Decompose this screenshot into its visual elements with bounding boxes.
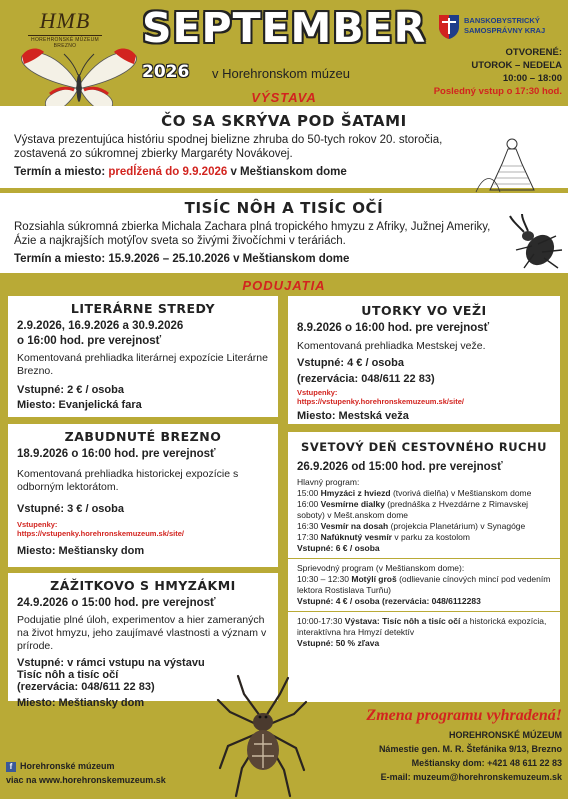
event-world-tourism-day xyxy=(288,432,560,702)
exhibition-description: Výstava prezentujúca históriu spodnej bielizne zhruba do 50-tych rokov 20. storočia, zostavená zo súkromnej zbierky Margaréty Novákovej. xyxy=(14,134,443,160)
museum-email[interactable]: E-mail: muzeum@horehronskemuzeum.sk xyxy=(380,772,562,782)
exhibition-term: Termín a miesto: 15.9.2026 – 25.10.2026 v Meštianskom dome xyxy=(14,253,350,265)
logo-monogram: HMB xyxy=(39,8,91,33)
event-reservation: (rezervácia: 048/611 22 83) xyxy=(297,373,435,385)
hours-last-entry: Posledný vstup o 17:30 hod. xyxy=(433,86,562,97)
section-label-events: PODUJATIA xyxy=(242,278,326,293)
region-name-line1: BANSKOBYSTRICKÝ xyxy=(464,16,540,25)
exhibition-term-date: predĺžená do 9.9.2026 xyxy=(108,166,228,178)
museum-name: HOREHRONSKÉ MÚZEUM xyxy=(448,730,562,740)
event-description: Komentovaná prehliadka Mestskej veže. xyxy=(297,340,486,352)
event-title: SVETOVÝ DEŇ CESTOVNÉHO RUCHU xyxy=(301,440,547,454)
tickets-link[interactable]: https://vstupenky.horehronskemuzeum.sk/site/ xyxy=(297,397,464,406)
page-year: 2026 xyxy=(142,62,190,82)
event-fee: Vstupné: v rámci vstupu na výstavu xyxy=(17,657,205,669)
event-place: Miesto: Meštiansky dom xyxy=(17,697,145,709)
event-fee: Vstupné: 6 € / osoba xyxy=(297,543,380,553)
region-crest-icon xyxy=(438,14,460,40)
event-place: Miesto: Mestská veža xyxy=(297,410,409,422)
event-description: Komentovaná prehliadka historickej expozície s odborným lektorátom. xyxy=(17,468,239,493)
exhibition-title: TISÍC NÔH A TISÍC OČÍ xyxy=(184,199,384,217)
event-forgotten-brezno xyxy=(8,424,278,567)
divider xyxy=(288,558,560,559)
hours-label: OTVORENÉ: xyxy=(505,47,562,58)
program-item: 16:30 Vesmír na dosah (projekcia Planetárium) v Synagóge xyxy=(297,521,526,531)
tickets-link[interactable]: https://vstupenky.horehronskemuzeum.sk/site/ xyxy=(17,529,184,538)
event-time: o 16:00 hod. pre verejnosť xyxy=(17,335,162,347)
side-program-fee: Vstupné: 4 € / osoba (rezervácia: 048/6112283 xyxy=(297,596,481,606)
exhibition-description: Rozsiahla súkromná zbierka Michala Zachara plná tropického hmyzu z Afriky, Južnej Ameriky, Ázie a najkrajších motýľov sveta so živými živočíchmi v teráriách. xyxy=(14,221,491,247)
event-dates: 2.9.2026, 16.9.2026 a 30.9.2026 xyxy=(17,320,184,332)
hours-time: 10:00 – 18:00 xyxy=(502,73,562,84)
spider-illustration xyxy=(214,672,310,799)
exhibition-term-date: 15.9.2026 – 25.10.2026 xyxy=(108,253,230,265)
event-literary-wednesdays xyxy=(8,296,278,417)
event-reservation: (rezervácia: 048/611 22 83) xyxy=(17,681,155,693)
tickets-label: Vstupenky: xyxy=(17,520,58,529)
museum-address: Námestie gen. M. R. Štefánika 9/13, Brezno xyxy=(378,744,562,754)
event-description: Komentovaná prehliadka literárnej expozície Literárne Brezno. xyxy=(17,352,268,377)
facebook-icon: f xyxy=(6,762,16,772)
event-fee: Vstupné: 3 € / osoba xyxy=(17,503,124,515)
event-place: Miesto: Evanjelická fara xyxy=(17,399,142,411)
tickets-label: Vstupenky: xyxy=(297,388,338,397)
side-program-item: 10:30 – 12:30 Motýlí groš (odlievanie cínových mincí pod vedením lektora Rostislava Turňu) xyxy=(297,574,551,595)
exhibition-term: Termín a miesto: predĺžená do 9.9.2026 v Meštianskom dome xyxy=(14,166,347,178)
event-fee: Vstupné: 4 € / osoba xyxy=(297,357,404,369)
facebook-link[interactable] xyxy=(6,761,115,772)
beetle-illustration xyxy=(508,214,564,270)
museum-logo xyxy=(6,8,124,49)
exhibition-title: ČO SA SKRÝVA POD ŠATAMI xyxy=(161,112,407,130)
page-title: SEPTEMBER xyxy=(142,4,427,52)
event-title: ZABUDNUTÉ BREZNO xyxy=(64,429,222,444)
event-tower-tuesdays xyxy=(288,296,560,424)
page-subtitle: v Horehronskom múzeu xyxy=(212,66,350,81)
expo-item: 10:00-17:30 Výstava: Tisíc nôh a tisíc očí a historická expozícia, interaktívna hra Hmyzí detektív xyxy=(297,616,547,637)
facebook-label: Horehronské múzeum xyxy=(20,761,115,771)
museum-contact xyxy=(300,728,562,784)
section-label-exhibition: VÝSTAVA xyxy=(251,90,317,105)
lady-in-dress-illustration xyxy=(464,134,554,194)
program-item: 17:30 Nafúknutý vesmír v parku za kostolom xyxy=(297,532,470,542)
logo-subtitle: HOREHRONSKÉ MÚZEUM BREZNO xyxy=(28,35,102,49)
expo-fee: Vstupné: 50 % zľava xyxy=(297,638,380,648)
divider xyxy=(288,611,560,612)
event-title: UTORKY VO VEŽI xyxy=(361,303,487,318)
region-name-line2: SAMOSPRÁVNY KRAJ xyxy=(464,26,546,35)
event-time: 24.9.2026 o 15:00 hod. pre verejnosť xyxy=(17,597,216,609)
exhibition-insects xyxy=(0,193,568,273)
program-item: 15:00 Hmyzáci z hviezd (tvorivá dielňa) v Meštianskom dome xyxy=(297,488,532,498)
event-title: LITERÁRNE STREDY xyxy=(70,301,216,316)
program-change-note: Zmena programu vyhradená! xyxy=(366,707,562,724)
program-item: 16:00 Vesmírne dialky (prednáška z Hvezdárne z Rimavskej soboty) v Mešt.anskom dome xyxy=(297,499,529,520)
event-time: 8.9.2026 o 16:00 hod. pre verejnosť xyxy=(297,322,490,334)
website-link[interactable]: viac na www.horehronskemuzeum.sk xyxy=(6,775,166,785)
event-place: Miesto: Meštiansky dom xyxy=(17,545,145,557)
event-fee: Vstupné: 2 € / osoba xyxy=(17,384,124,396)
event-time: 18.9.2026 o 16:00 hod. pre verejnosť xyxy=(17,448,216,460)
program-label: Hlavný program: xyxy=(297,477,360,487)
hours-days: UTOROK – NEDEĽA xyxy=(471,60,562,71)
event-title: ZÁŽITKOVO S HMYZÁKMI xyxy=(50,578,236,593)
side-program-label: Sprievodný program (v Meštianskom dome): xyxy=(297,563,465,573)
event-time: 26.9.2026 od 15:00 hod. pre verejnosť xyxy=(297,461,503,473)
museum-phone: Meštiansky dom: +421 48 611 22 83 xyxy=(411,758,562,768)
event-description: Podujatie plné úloh, experimentov a hier zameraných na život hmyzu, jeho zaujímavé vlastnosti a význam v prírode. xyxy=(17,614,267,652)
event-fee-exhibition: Tisíc nôh a tisíc očí xyxy=(17,669,119,681)
